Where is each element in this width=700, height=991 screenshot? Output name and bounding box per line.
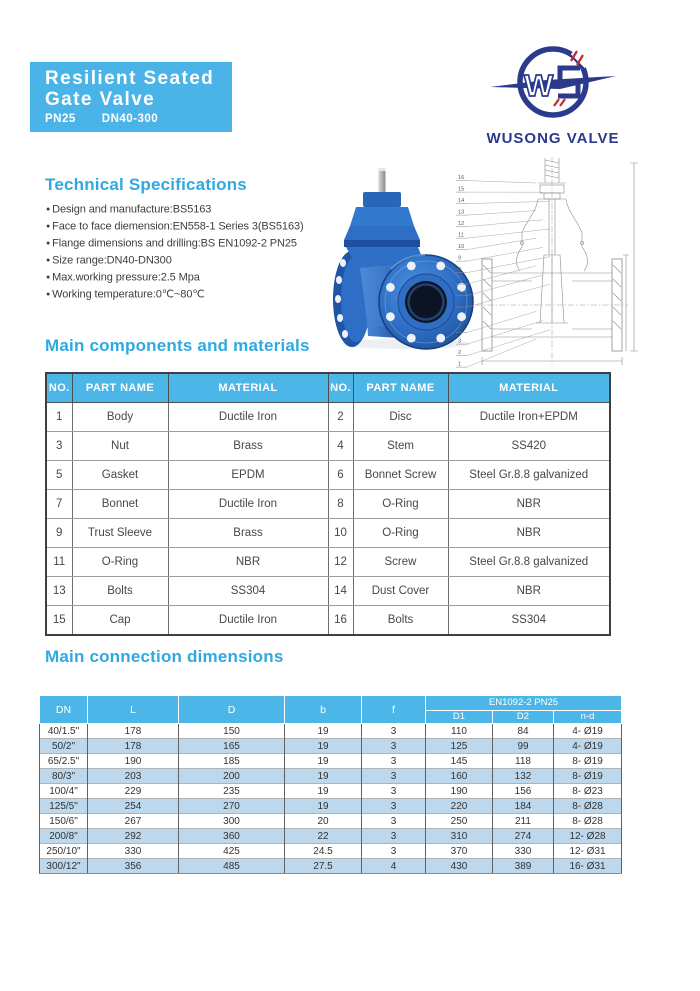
cell: 211 <box>493 814 554 829</box>
cell: 125 <box>426 739 493 754</box>
spec-item: ● Face to face diemension:EN558-1 Series 3(BS5163) <box>46 221 326 233</box>
dimensions-header-cell: L <box>88 696 179 724</box>
cell: 360 <box>179 829 285 844</box>
cell: Steel Gr.8.8 galvanized <box>448 461 610 490</box>
cell: 3 <box>362 724 426 739</box>
cell: 19 <box>285 784 362 799</box>
cell: 80/3" <box>40 769 88 784</box>
cell: EPDM <box>168 461 328 490</box>
cell: 8- Ø19 <box>554 754 622 769</box>
cell: 3 <box>362 799 426 814</box>
dimensions-table <box>39 695 622 874</box>
cell: 65/2.5" <box>40 754 88 769</box>
dimensions-header-row <box>40 696 622 711</box>
cell: 229 <box>88 784 179 799</box>
cell: 4 <box>362 859 426 874</box>
cell: 15 <box>46 606 72 636</box>
drawing-callout: 16 <box>458 175 465 181</box>
spec-item: ● Flange dimensions and drilling:BS EN1092-2 PN25 <box>46 238 326 250</box>
cell: 330 <box>493 844 554 859</box>
cell: Body <box>72 403 168 432</box>
cell: 16 <box>328 606 353 636</box>
cell: Bolts <box>353 606 448 636</box>
cell: 425 <box>179 844 285 859</box>
cell: 4 <box>328 432 353 461</box>
product-title-block <box>30 62 232 132</box>
cell: Bonnet Screw <box>353 461 448 490</box>
cell: 19 <box>285 799 362 814</box>
cell: 3 <box>362 754 426 769</box>
cell: 330 <box>88 844 179 859</box>
cell: 125/5" <box>40 799 88 814</box>
cell: Screw <box>353 548 448 577</box>
cell: 13 <box>46 577 72 606</box>
table-row <box>46 519 610 548</box>
cell: 190 <box>426 784 493 799</box>
cell: 145 <box>426 754 493 769</box>
cell: 3 <box>362 829 426 844</box>
cell: Stem <box>353 432 448 461</box>
drawing-callout: 12 <box>458 221 465 227</box>
components-header-cell: PART NAME <box>72 373 168 403</box>
cell: 300/12" <box>40 859 88 874</box>
cell: Ductile Iron+EPDM <box>448 403 610 432</box>
drawing-callout: 14 <box>458 198 465 204</box>
components-table <box>45 372 611 636</box>
cell: 12 <box>328 548 353 577</box>
cell: 356 <box>88 859 179 874</box>
drawing-callout: 15 <box>458 186 465 193</box>
table-row <box>40 829 622 844</box>
cell: 14 <box>328 577 353 606</box>
cell: O-Ring <box>353 490 448 519</box>
cell: NBR <box>448 490 610 519</box>
cell: 100/4" <box>40 784 88 799</box>
cell: SS304 <box>168 577 328 606</box>
cell: 4- Ø19 <box>554 724 622 739</box>
cell: 203 <box>88 769 179 784</box>
drawing-callout: 4 <box>458 327 462 333</box>
cell: 165 <box>179 739 285 754</box>
brand-name: WUSONG VALVE <box>486 130 620 147</box>
cell: NBR <box>168 548 328 577</box>
cell: 2 <box>328 403 353 432</box>
cell: 24.5 <box>285 844 362 859</box>
components-header-cell: NO. <box>46 373 72 403</box>
cell: 6 <box>328 461 353 490</box>
components-header-cell: NO. <box>328 373 353 403</box>
cell: 22 <box>285 829 362 844</box>
components-header-cell: MATERIAL <box>168 373 328 403</box>
drawing-callout: 2 <box>458 350 462 356</box>
spec-item: ● Size range:DN40-DN300 <box>46 255 326 267</box>
dimensions-header-cell: DN <box>40 696 88 724</box>
cell: SS304 <box>448 606 610 636</box>
cell: NBR <box>448 519 610 548</box>
cell: 3 <box>362 844 426 859</box>
table-row <box>40 814 622 829</box>
valve-technical-drawing <box>452 155 644 370</box>
cell: 19 <box>285 724 362 739</box>
table-row <box>46 461 610 490</box>
cell: 190 <box>88 754 179 769</box>
cell: Ductile Iron <box>168 403 328 432</box>
cell: 1 <box>46 403 72 432</box>
cell: Cap <box>72 606 168 636</box>
cell: 12- Ø31 <box>554 844 622 859</box>
pressure-rating: PN25 <box>45 113 76 125</box>
table-row <box>46 432 610 461</box>
cell: 19 <box>285 739 362 754</box>
cell: Steel Gr.8.8 galvanized <box>448 548 610 577</box>
drawing-callout: 7 <box>458 278 462 285</box>
cell: 310 <box>426 829 493 844</box>
drawing-callout: 8 <box>458 267 462 273</box>
cell: 50/2" <box>40 739 88 754</box>
cell: 220 <box>426 799 493 814</box>
drawing-callout: 10 <box>458 244 465 250</box>
spec-item: ● Working temperature:0℃~80℃ <box>46 289 326 301</box>
cell: 7 <box>46 490 72 519</box>
cell: 430 <box>426 859 493 874</box>
cell: Bolts <box>72 577 168 606</box>
cell: 19 <box>285 754 362 769</box>
cell: 9 <box>46 519 72 548</box>
cell: 150/6" <box>40 814 88 829</box>
cell: 40/1.5" <box>40 724 88 739</box>
cell: 185 <box>179 754 285 769</box>
cell: SS420 <box>448 432 610 461</box>
cell: 8- Ø28 <box>554 799 622 814</box>
table-row <box>46 606 610 636</box>
drawing-callout: 11 <box>458 232 464 239</box>
cell: 8- Ø19 <box>554 769 622 784</box>
cell: 118 <box>493 754 554 769</box>
logo-monogram-w: W <box>524 68 554 103</box>
dimensions-subheader-cell: D2 <box>493 710 554 723</box>
components-heading: Main components and materials <box>45 336 310 355</box>
cell: 254 <box>88 799 179 814</box>
cell: 3 <box>362 784 426 799</box>
cell: Gasket <box>72 461 168 490</box>
dimensions-heading: Main connection dimensions <box>45 647 284 666</box>
cell: 184 <box>493 799 554 814</box>
cell: 250 <box>426 814 493 829</box>
cell: 84 <box>493 724 554 739</box>
cell: 300 <box>179 814 285 829</box>
table-row <box>46 577 610 606</box>
cell: 156 <box>493 784 554 799</box>
size-range: DN40-300 <box>101 113 159 125</box>
cell: 389 <box>493 859 554 874</box>
table-row <box>40 859 622 874</box>
cell: 3 <box>362 769 426 784</box>
table-row <box>40 799 622 814</box>
cell: Nut <box>72 432 168 461</box>
cell: 4- Ø19 <box>554 739 622 754</box>
cell: 11 <box>46 548 72 577</box>
dimensions-header-cell: f <box>362 696 426 724</box>
cell: 3 <box>362 814 426 829</box>
cell: Ductile Iron <box>168 606 328 636</box>
cell: 267 <box>88 814 179 829</box>
table-row <box>40 769 622 784</box>
table-row <box>40 754 622 769</box>
cell: 5 <box>46 461 72 490</box>
cell: 3 <box>362 739 426 754</box>
cell: 3 <box>46 432 72 461</box>
cell: 200/8" <box>40 829 88 844</box>
table-row <box>40 844 622 859</box>
dimensions-header-cell: D <box>179 696 285 724</box>
cell: 200 <box>179 769 285 784</box>
cell: NBR <box>448 577 610 606</box>
drawing-callout: 9 <box>458 255 462 262</box>
cell: 8- Ø23 <box>554 784 622 799</box>
drawing-callout: 13 <box>458 209 465 216</box>
cell: 20 <box>285 814 362 829</box>
brand-logo-icon <box>488 38 618 130</box>
product-title-line2: Gate Valve <box>45 89 156 110</box>
cell: Brass <box>168 432 328 461</box>
cell: 12- Ø28 <box>554 829 622 844</box>
dimensions-subheader-cell: D1 <box>426 710 493 723</box>
table-row <box>40 739 622 754</box>
table-row <box>40 724 622 739</box>
cell: Disc <box>353 403 448 432</box>
cell: 99 <box>493 739 554 754</box>
cell: 292 <box>88 829 179 844</box>
cell: 110 <box>426 724 493 739</box>
table-row <box>46 490 610 519</box>
cell: Ductile Iron <box>168 490 328 519</box>
cell: 27.5 <box>285 859 362 874</box>
cell: 16- Ø31 <box>554 859 622 874</box>
cell: 274 <box>493 829 554 844</box>
components-header-cell: MATERIAL <box>448 373 610 403</box>
product-title-line1: Resilient Seated <box>45 68 215 89</box>
cell: 178 <box>88 739 179 754</box>
cell: 8 <box>328 490 353 519</box>
cell: O-Ring <box>353 519 448 548</box>
cell: O-Ring <box>72 548 168 577</box>
drawing-callout: 6 <box>458 290 462 296</box>
cell: Dust Cover <box>353 577 448 606</box>
drawing-callout: 1 <box>458 361 462 368</box>
table-row <box>46 548 610 577</box>
cell: 160 <box>426 769 493 784</box>
components-header-row <box>46 373 610 403</box>
cell: 150 <box>179 724 285 739</box>
cell: 370 <box>426 844 493 859</box>
specs-heading: Technical Specifications <box>45 175 247 194</box>
cell: 10 <box>328 519 353 548</box>
cell: 178 <box>88 724 179 739</box>
product-subtitle <box>45 113 232 125</box>
drawing-callout: 5 <box>458 301 462 308</box>
cell: 19 <box>285 769 362 784</box>
dimensions-group-header: EN1092-2 PN25 <box>426 696 622 711</box>
components-header-cell: PART NAME <box>353 373 448 403</box>
cell: 235 <box>179 784 285 799</box>
cell: Trust Sleeve <box>72 519 168 548</box>
table-row <box>40 784 622 799</box>
cell: 132 <box>493 769 554 784</box>
spec-item: ● Max.working pressure:2.5 Mpa <box>46 272 326 284</box>
cell: 485 <box>179 859 285 874</box>
specs-list <box>46 204 326 306</box>
cell: Bonnet <box>72 490 168 519</box>
dimensions-subheader-cell: n-d <box>554 710 622 723</box>
cell: 270 <box>179 799 285 814</box>
cell: Brass <box>168 519 328 548</box>
cell: 250/10" <box>40 844 88 859</box>
table-row <box>46 403 610 432</box>
cell: 8- Ø28 <box>554 814 622 829</box>
spec-item: ● Design and manufacture:BS5163 <box>46 204 326 216</box>
drawing-callout: 3 <box>458 338 462 345</box>
dimensions-header-cell: b <box>285 696 362 724</box>
